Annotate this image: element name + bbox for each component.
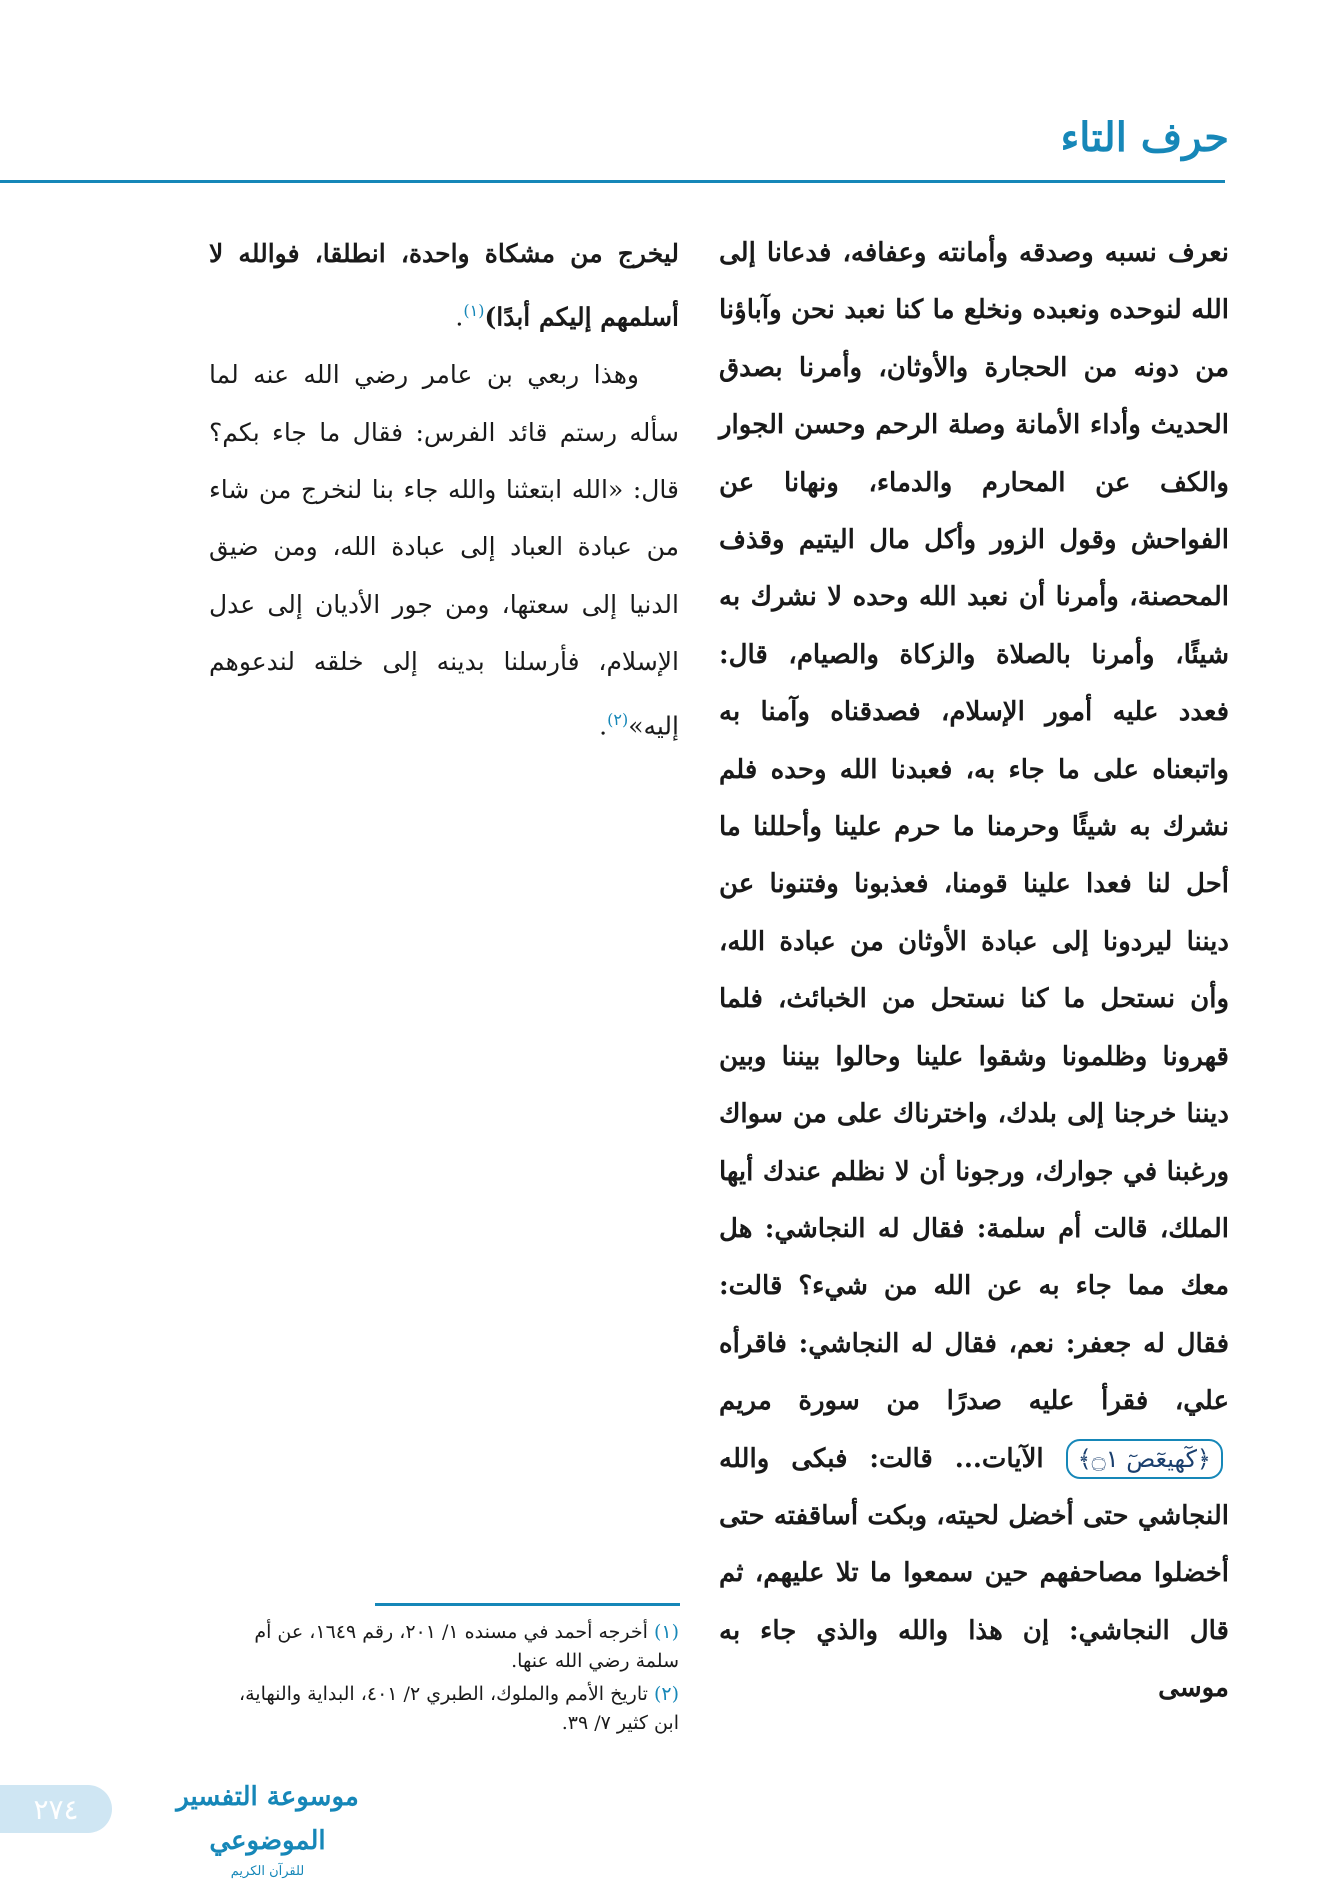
footnote-ref-1[interactable]: (١) <box>463 301 485 321</box>
footnote-rule <box>375 1603 680 1606</box>
footnote-text: أخرجه أحمد في مسنده ١/ ٢٠١، رقم ١٦٤٩، عن أم سلمة رضي الله عنها. <box>254 1621 679 1672</box>
period: . <box>599 710 608 740</box>
footnote-number: (١) <box>653 1621 679 1643</box>
page-number: ٢٧٤ <box>33 1792 79 1826</box>
right-column-paragraph <box>719 225 1229 1718</box>
encyclopedia-logo <box>150 1775 385 1879</box>
ribi-quote: وهذا ربعي بن عامر رضي الله عنه لما سأله رستم قائد الفرس: فقال ما جاء بكم؟ قال: «الله ابتعثنا والله جاء بنا لنخرج من شاء من عبادة العباد إلى عبادة الله، ومن ضيق الدنيا إلى سعتها، ومن جور الأديان إلى عدل الإسلام، فأرسلنا بدينه إلى خلقه لندعوهم إليه» <box>209 360 679 740</box>
right-column-text-after: الآيات... قالت: فبكى والله النجاشي حتى أخضل لحيته، وبكت أساقفته حتى أخضلوا مصاحفهم حين سمعوا ما تلا عليهم، ثم قال النجاشي: إن هذا والله والذي جاء به موسى <box>719 1443 1229 1704</box>
quote-ending: ليخرج من مشكاة واحدة، انطلقا، فوالله لا أسلمهم إليكم أبدًا) <box>209 239 679 332</box>
quran-verse-ornament: ﴿كٓهيعٓصٓ ۝١﴾ <box>1066 1439 1223 1479</box>
footnote-number: (٢) <box>653 1683 679 1705</box>
logo-subtitle: للقرآن الكريم <box>230 1864 305 1879</box>
page-number-badge <box>0 1785 112 1833</box>
logo-title: موسوعة التفسير الموضوعي <box>176 1782 359 1856</box>
left-column-paragraph-1 <box>209 225 679 346</box>
page-header-title: حرف التاء <box>1060 114 1229 161</box>
footnotes <box>209 1618 679 1742</box>
footnote-2 <box>209 1680 679 1738</box>
footnote-1 <box>209 1618 679 1676</box>
header-rule <box>0 180 1225 183</box>
left-column <box>209 225 679 754</box>
left-column-paragraph-2 <box>209 346 679 754</box>
footnote-ref-2[interactable]: (٢) <box>607 709 629 729</box>
period: . <box>455 302 464 332</box>
right-column-text: نعرف نسبه وصدقه وأمانته وعفافه، فدعانا إلى الله لنوحده ونعبده ونخلع ما كنا نعبد نحن وآباؤنا من دونه من الحجارة والأوثان، وأمرنا بصدق الحديث وأداء الأمانة وصلة الرحم وحسن الجوار والكف عن المحارم والدماء، ونهانا عن الفواحش وقول الزور وأكل مال اليتيم وقذف المحصنة، وأمرنا أن نعبد الله وحده لا نشرك به شيئًا، وأمرنا بالصلاة والزكاة والصيام، قال: فعدد عليه أمور الإسلام، فصدقناه وآمنا به واتبعناه على ما جاء به، فعبدنا الله وحده فلم نشرك به شيئًا وحرمنا ما حرم علينا وأحللنا ما أحل لنا فعدا علينا قومنا، فعذبونا وفتنونا عن ديننا ليردونا إلى عبادة الأوثان من عبادة الله، وأن نستحل ما كنا نستحل من الخبائث، فلما قهرونا وظلمونا وشقوا علينا وحالوا بيننا وبين ديننا خرجنا إلى بلدك، واخترناك على من سواك ورغبنا في جوارك، ورجونا أن لا نظلم عندك أيها الملك، قالت أم سلمة: فقال له النجاشي: هل معك مما جاء به عن الله من شيء؟ قالت: فقال له جعفر: نعم، فقال له النجاشي: فاقرأه علي، فقرأ عليه صدرًا من سورة مريم <box>719 238 1229 1417</box>
right-column <box>719 225 1229 1718</box>
footnote-text: تاريخ الأمم والملوك، الطبري ٢/ ٤٠١، البداية والنهاية، ابن كثير ٧/ ٣٩. <box>238 1683 679 1734</box>
